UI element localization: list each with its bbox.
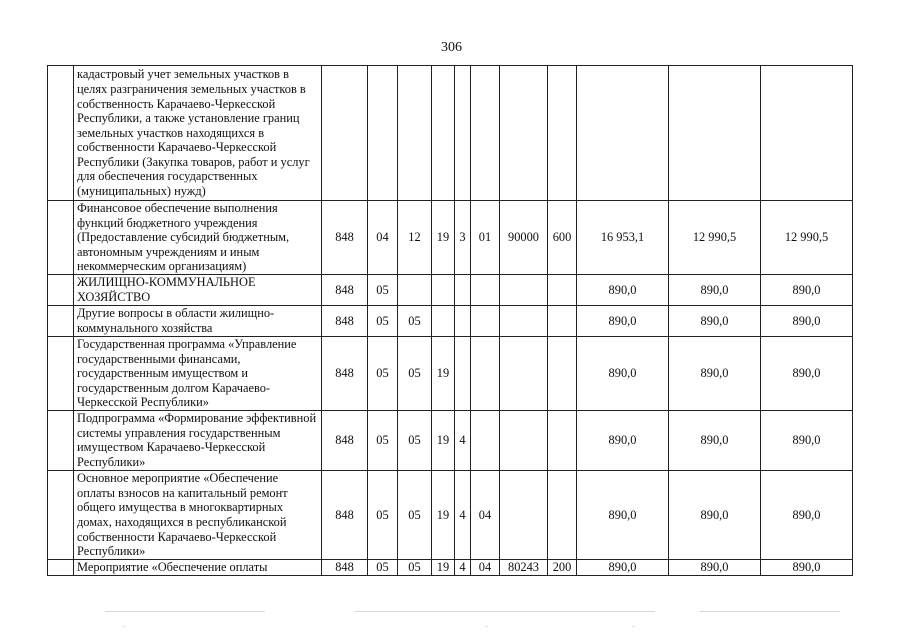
direction-code-cell xyxy=(500,410,548,470)
activity-code-cell xyxy=(471,306,500,337)
item-name-cell: Другие вопросы в области жилищно-коммунального хозяйства xyxy=(74,306,322,337)
page-number: 306 xyxy=(441,40,462,55)
amount-year3-cell: 890,0 xyxy=(761,306,853,337)
amount-year2-cell: 12 990,5 xyxy=(669,201,761,275)
amount-year1-cell: 890,0 xyxy=(577,470,669,559)
admin-code-cell: 848 xyxy=(322,306,368,337)
subsection-code-cell: 05 xyxy=(398,470,432,559)
activity-code-cell xyxy=(471,66,500,201)
row-number-cell xyxy=(48,410,74,470)
admin-code-cell xyxy=(322,66,368,201)
direction-code-cell xyxy=(500,470,548,559)
item-name-cell: Государственная программа «Управление государственными финансами, государственным имуществом и государственным долгом Карачаево-Черкесской Республики» xyxy=(74,337,322,411)
table-row xyxy=(48,410,853,470)
table-row xyxy=(48,337,853,411)
activity-code-cell xyxy=(471,275,500,306)
program-code-cell: 19 xyxy=(432,337,455,411)
section-code-cell: 05 xyxy=(368,559,398,575)
amount-year2-cell: 890,0 xyxy=(669,337,761,411)
item-name-cell: Основное мероприятие «Обеспечение оплаты взносов на капитальный ремонт общего имущества в многоквартирных домах, находящихся в республиканской собственности Карачаево-Черкесской Республики» xyxy=(74,470,322,559)
subprogram-code-cell: 4 xyxy=(455,410,471,470)
budget-table xyxy=(47,65,853,576)
table-row xyxy=(48,275,853,306)
subprogram-code-cell: 4 xyxy=(455,470,471,559)
subprogram-code-cell xyxy=(455,306,471,337)
amount-year2-cell: 890,0 xyxy=(669,306,761,337)
expense-type-code-cell xyxy=(548,337,577,411)
amount-year2-cell: 890,0 xyxy=(669,275,761,306)
admin-code-cell: 848 xyxy=(322,275,368,306)
program-code-cell: 19 xyxy=(432,201,455,275)
amount-year3-cell: 890,0 xyxy=(761,410,853,470)
subsection-code-cell xyxy=(398,66,432,201)
scan-artifact-line xyxy=(700,611,840,612)
amount-year2-cell: 890,0 xyxy=(669,410,761,470)
subprogram-code-cell: 4 xyxy=(455,559,471,575)
item-name-cell: Подпрограмма «Формирование эффективной системы управления государственным имуществом Карачаево-Черкесской Республики» xyxy=(74,410,322,470)
amount-year2-cell xyxy=(669,66,761,201)
amount-year2-cell: 890,0 xyxy=(669,559,761,575)
row-number-cell xyxy=(48,201,74,275)
section-code-cell: 05 xyxy=(368,306,398,337)
table-row xyxy=(48,559,853,575)
subsection-code-cell: 05 xyxy=(398,337,432,411)
row-number-cell xyxy=(48,66,74,201)
admin-code-cell: 848 xyxy=(322,559,368,575)
amount-year1-cell: 890,0 xyxy=(577,559,669,575)
section-code-cell: 05 xyxy=(368,275,398,306)
amount-year1-cell: 16 953,1 xyxy=(577,201,669,275)
direction-code-cell xyxy=(500,66,548,201)
amount-year3-cell: 12 990,5 xyxy=(761,201,853,275)
amount-year3-cell: 890,0 xyxy=(761,470,853,559)
amount-year2-cell: 890,0 xyxy=(669,470,761,559)
amount-year1-cell: 890,0 xyxy=(577,275,669,306)
amount-year1-cell: 890,0 xyxy=(577,306,669,337)
table-row xyxy=(48,306,853,337)
direction-code-cell xyxy=(500,275,548,306)
program-code-cell: 19 xyxy=(432,410,455,470)
subprogram-code-cell xyxy=(455,275,471,306)
amount-year3-cell: 890,0 xyxy=(761,337,853,411)
subsection-code-cell: 05 xyxy=(398,306,432,337)
section-code-cell: 05 xyxy=(368,337,398,411)
section-code-cell: 05 xyxy=(368,410,398,470)
program-code-cell xyxy=(432,275,455,306)
row-number-cell xyxy=(48,337,74,411)
direction-code-cell: 90000 xyxy=(500,201,548,275)
expense-type-code-cell: 200 xyxy=(548,559,577,575)
item-name-cell: кадастровый учет земельных участков в целях разграничения земельных участков в собственность Карачаево-Черкесской Республики, а также установление границ земельных участков находящихся в собственности Карачаево-Черкесской Республики (Закупка товаров, работ и услуг для обеспечения государственных (муниципальных) нужд) xyxy=(74,66,322,201)
item-name-cell: ЖИЛИЩНО-КОММУНАЛЬНОЕ ХОЗЯЙСТВО xyxy=(74,275,322,306)
subsection-code-cell xyxy=(398,275,432,306)
activity-code-cell xyxy=(471,337,500,411)
subsection-code-cell: 12 xyxy=(398,201,432,275)
admin-code-cell: 848 xyxy=(322,337,368,411)
scan-artifact-mark xyxy=(485,626,488,627)
program-code-cell xyxy=(432,306,455,337)
subprogram-code-cell xyxy=(455,66,471,201)
admin-code-cell: 848 xyxy=(322,470,368,559)
direction-code-cell xyxy=(500,337,548,411)
scan-artifact-line xyxy=(355,611,655,612)
section-code-cell xyxy=(368,66,398,201)
item-name-cell: Финансовое обеспечение выполнения функций бюджетного учреждения (Предоставление субсидий бюджетным, автономным учреждениям и иным некоммерческим организациям) xyxy=(74,201,322,275)
item-name-cell: Мероприятие «Обеспечение оплаты xyxy=(74,559,322,575)
amount-year1-cell xyxy=(577,66,669,201)
expense-type-code-cell xyxy=(548,410,577,470)
scan-artifact-mark xyxy=(122,626,125,627)
expense-type-code-cell: 600 xyxy=(548,201,577,275)
expense-type-code-cell xyxy=(548,66,577,201)
admin-code-cell: 848 xyxy=(322,201,368,275)
scan-artifact-line xyxy=(105,611,265,612)
table-row xyxy=(48,470,853,559)
section-code-cell: 04 xyxy=(368,201,398,275)
subsection-code-cell: 05 xyxy=(398,410,432,470)
admin-code-cell: 848 xyxy=(322,410,368,470)
expense-type-code-cell xyxy=(548,470,577,559)
subsection-code-cell: 05 xyxy=(398,559,432,575)
program-code-cell: 19 xyxy=(432,470,455,559)
scan-artifact-mark xyxy=(632,626,635,627)
activity-code-cell: 04 xyxy=(471,470,500,559)
amount-year1-cell: 890,0 xyxy=(577,337,669,411)
activity-code-cell xyxy=(471,410,500,470)
subprogram-code-cell xyxy=(455,337,471,411)
table-row xyxy=(48,66,853,201)
row-number-cell xyxy=(48,559,74,575)
program-code-cell: 19 xyxy=(432,559,455,575)
amount-year3-cell: 890,0 xyxy=(761,275,853,306)
activity-code-cell: 01 xyxy=(471,201,500,275)
activity-code-cell: 04 xyxy=(471,559,500,575)
amount-year1-cell: 890,0 xyxy=(577,410,669,470)
row-number-cell xyxy=(48,275,74,306)
row-number-cell xyxy=(48,470,74,559)
section-code-cell: 05 xyxy=(368,470,398,559)
table-row xyxy=(48,201,853,275)
amount-year3-cell: 890,0 xyxy=(761,559,853,575)
direction-code-cell: 80243 xyxy=(500,559,548,575)
amount-year3-cell xyxy=(761,66,853,201)
subprogram-code-cell: 3 xyxy=(455,201,471,275)
expense-type-code-cell xyxy=(548,306,577,337)
program-code-cell xyxy=(432,66,455,201)
direction-code-cell xyxy=(500,306,548,337)
expense-type-code-cell xyxy=(548,275,577,306)
row-number-cell xyxy=(48,306,74,337)
